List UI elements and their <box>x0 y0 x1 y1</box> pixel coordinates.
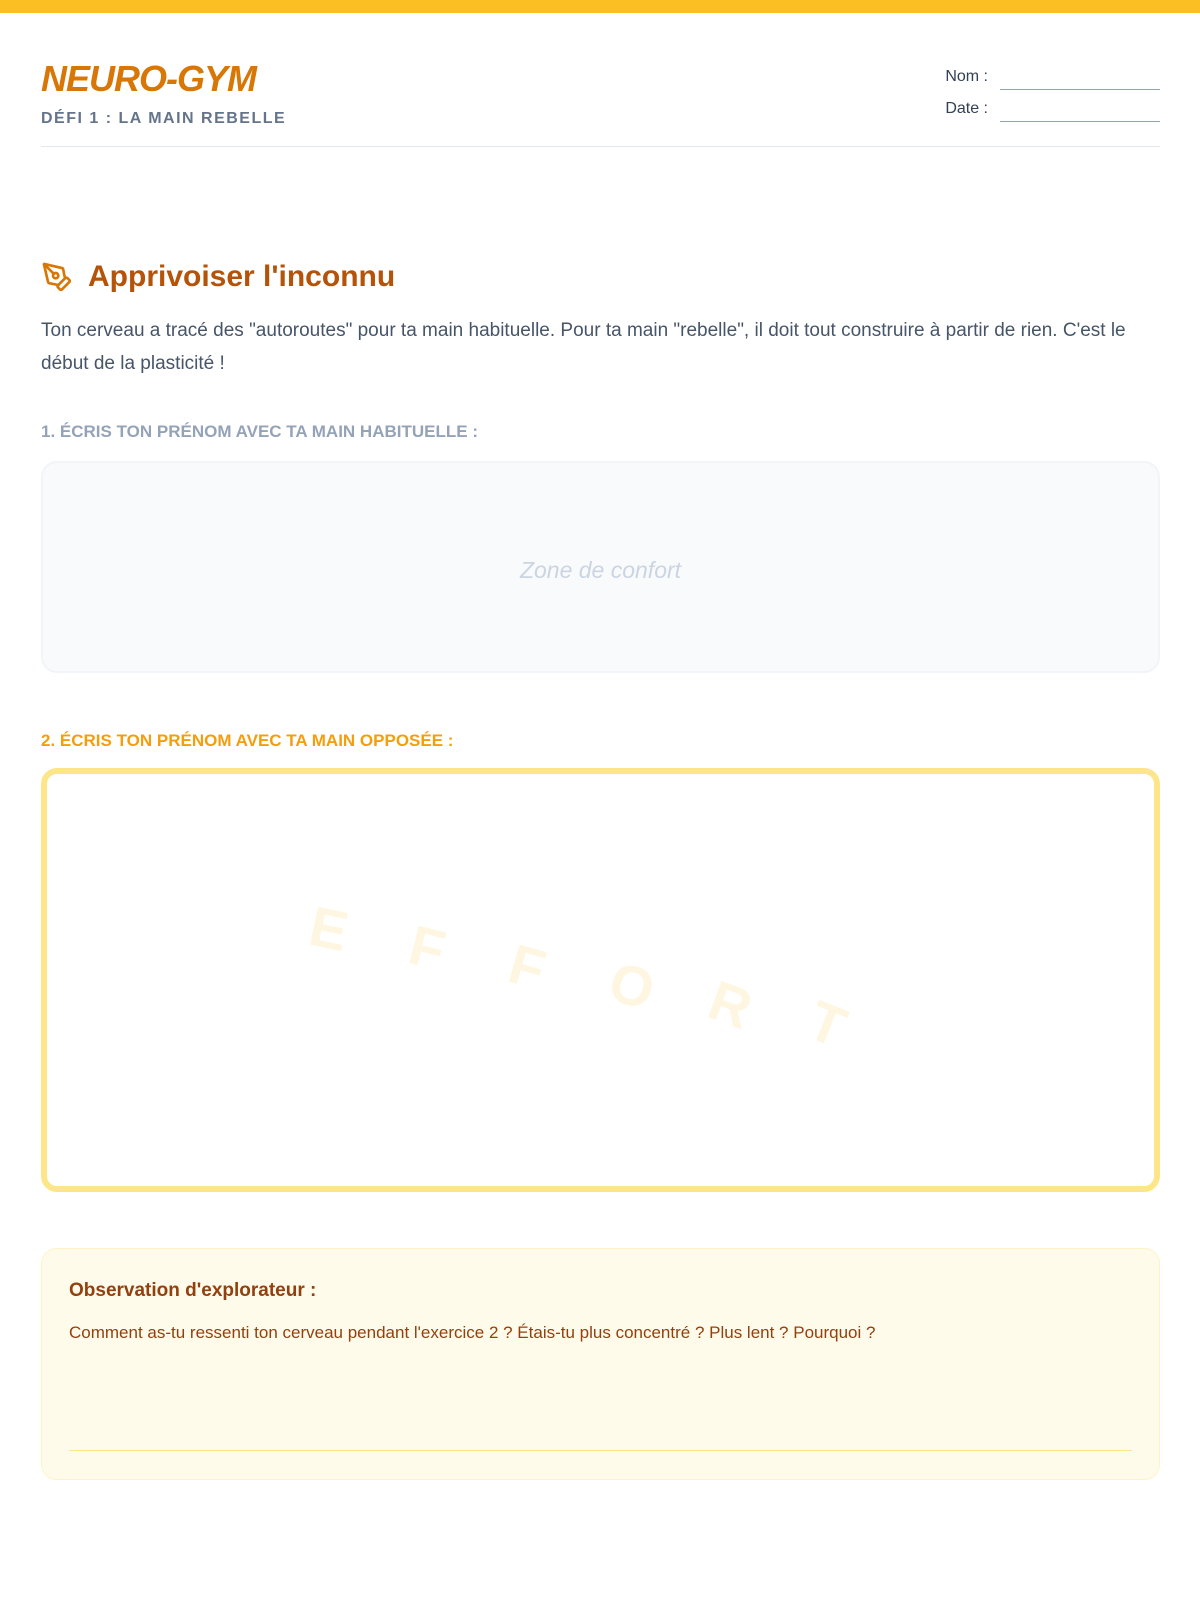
exercise-2-label: 2. ÉCRIS TON PRÉNOM AVEC TA MAIN OPPOSÉE : <box>41 731 454 750</box>
observation-question: Comment as-tu ressenti ton cerveau pendant l'exercice 2 ? Étais-tu plus concentré ? Plus lent ? Pourquoi ? <box>69 1323 876 1342</box>
date-field-row <box>920 99 1160 131</box>
top-accent-bar <box>0 0 1200 13</box>
name-field[interactable] <box>1000 89 1160 90</box>
watermark-letter: F <box>403 912 452 983</box>
exercise-1-label: 1. ÉCRIS TON PRÉNOM AVEC TA MAIN HABITUELLE : <box>41 422 478 441</box>
exercise-1-writing-area[interactable] <box>41 461 1160 673</box>
section-title: Apprivoiser l'inconnu <box>88 260 396 293</box>
observation-title: Observation d'explorateur : <box>69 1280 317 1301</box>
comfort-zone-hint: Zone de confort <box>519 557 682 583</box>
watermark-letter: O <box>601 948 663 1023</box>
observation-box <box>41 1248 1160 1480</box>
exercise-2-writing-area[interactable] <box>41 768 1160 1192</box>
date-field[interactable] <box>1000 121 1160 122</box>
intro-paragraph: Ton cerveau a tracé des "autoroutes" pour ta main habituelle. Pour ta main "rebelle", il doit tout construire à partir de rien. C'est le début de la plasticité ! <box>41 320 1126 374</box>
name-field-row <box>920 67 1160 99</box>
brand-title: NEURO-GYM <box>41 58 256 99</box>
watermark-letter: F <box>502 931 553 1002</box>
date-label: Date : <box>945 100 988 117</box>
pen-tool-icon <box>41 261 73 293</box>
answer-line[interactable] <box>69 1450 1132 1451</box>
watermark-letter: T <box>799 987 855 1060</box>
worksheet-header <box>41 60 1160 147</box>
effort-watermark <box>47 774 1154 1186</box>
section-heading <box>41 260 395 294</box>
challenge-subtitle: DÉFI 1 : LA MAIN REBELLE <box>41 110 287 127</box>
name-label: Nom : <box>945 68 988 85</box>
watermark-letter: E <box>303 893 354 964</box>
watermark-letter: R <box>700 968 761 1042</box>
student-fields <box>920 67 1160 131</box>
